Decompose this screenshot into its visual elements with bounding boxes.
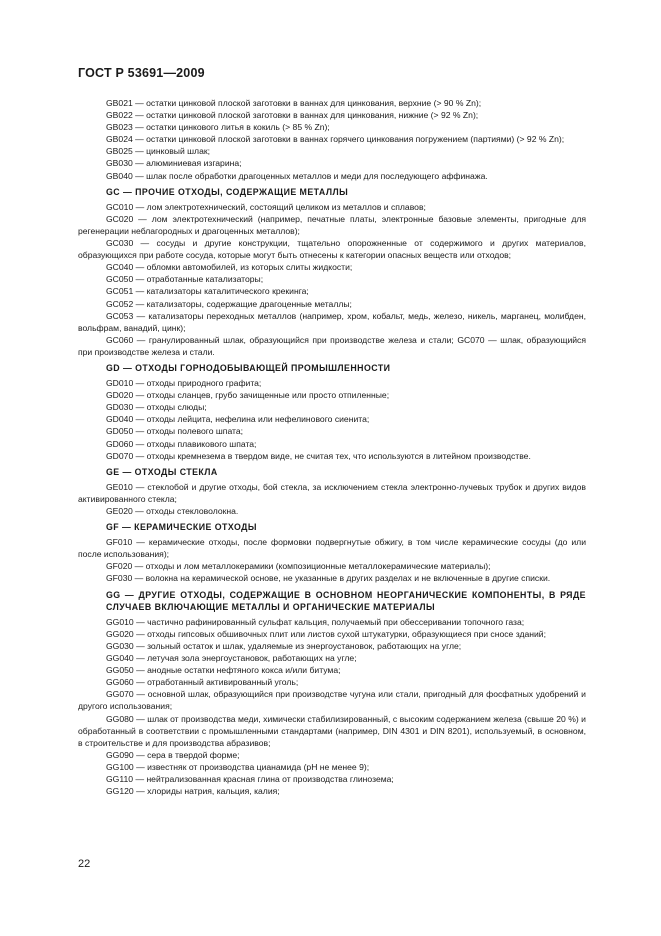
list-item: GC060 — гранулированный шлак, образующийся при производстве железа и стали; GC070 — шлак, образующийся при производстве железа и стали. bbox=[78, 334, 586, 357]
page-number: 22 bbox=[78, 858, 91, 870]
list-item: GB030 — алюминиевая изгарина; bbox=[106, 158, 242, 169]
list-item: GB022 — остатки цинковой плоской заготовки в ваннах для цинкования, нижние (> 92 % Zn); bbox=[106, 110, 479, 121]
list-item: GG030 — зольный остаток и шлак, удаляемые из энергоустановок, работающих на угле; bbox=[106, 640, 462, 651]
list-item: GG070 — основной шлак, образующийся при производстве чугуна или стали, пригодный для фосфатных удобрений и другого использования; bbox=[78, 689, 586, 712]
list-item: GG010 — частично рафинированный сульфат кальция, получаемый при обессеривании топочного газа; bbox=[106, 616, 525, 627]
list-item: GC052 — катализаторы, содержащие драгоценные металлы; bbox=[106, 298, 352, 309]
page-header: ГОСТ Р 53691—2009 bbox=[78, 66, 205, 80]
list-item: GF010 — керамические отходы, после формовки подвергнутые обжигу, в том числе керамические сосуды (до или после использования); bbox=[78, 537, 586, 560]
list-item: GF020 — отходы и лом металлокерамики (композиционные металлокерамические материалы); bbox=[106, 561, 491, 572]
list-item: GG080 — шлак от производства меди, химически стабилизированный, с высоким содержанием железа (свыше 20 %) и обработанный в соответствии с промышленными стандартами (например, DIN 4301 и DIN 8201), используемый, в основном, в строительстве и для производства абразивов; bbox=[78, 713, 586, 748]
list-item: GG060 — отработанный активированный уголь; bbox=[106, 677, 299, 688]
list-item: GG120 — хлориды натрия, кальция, калия; bbox=[106, 786, 280, 797]
list-item: GE020 — отходы стекловолокна. bbox=[106, 506, 239, 516]
list-item: GD070 — отходы кремнезема в твердом виде, не считая тех, что используются в литейном производстве. bbox=[106, 450, 531, 461]
list-item: GB024 — остатки цинковой плоской заготовки в ваннах горячего цинкования погружением (партиями) (> 92 % Zn); bbox=[106, 134, 565, 145]
list-item: GC030 — сосуды и другие конструкции, тщательно опорожненные от содержимого и других материалов, образующихся при работе сосуда, которые могут быть отнесены к категории опасных веществ или отходов; bbox=[78, 238, 586, 261]
list-item: GG100 — известняк от производства цианамида (pH не менее 9); bbox=[106, 761, 370, 772]
section-heading: GD — ОТХОДЫ ГОРНОДОБЫВАЮЩЕЙ ПРОМЫШЛЕННОСТИ bbox=[106, 362, 391, 373]
list-item: GG050 — анодные остатки нефтяного кокса и/или битума; bbox=[106, 665, 341, 676]
section-heading: GC — ПРОЧИЕ ОТХОДЫ, СОДЕРЖАЩИЕ МЕТАЛЛЫ bbox=[106, 186, 349, 197]
list-item: GD040 — отходы лейцита, нефелина или нефелинового сиенита; bbox=[106, 414, 370, 425]
list-item: GG020 — отходы гипсовых обшивочных плит или листов сухой штукатурки, образующиеся при сносе зданий; bbox=[106, 628, 546, 639]
list-item: GG110 — нейтрализованная красная глина от производства глинозема; bbox=[106, 773, 394, 784]
list-item: GF030 — волокна на керамической основе, не указанные в других разделах и не включенные в другие списки. bbox=[106, 573, 551, 584]
list-item: GG090 — сера в твердой форме; bbox=[106, 749, 240, 760]
list-item: GB023 — остатки цинкового литья в кокиль (> 85 % Zn); bbox=[106, 122, 330, 133]
list-item: GB025 — цинковый шлак; bbox=[106, 146, 210, 157]
section-heading: GF — КЕРАМИЧЕСКИЕ ОТХОДЫ bbox=[106, 522, 257, 533]
list-item: GC040 — обломки автомобилей, из которых слиты жидкости; bbox=[106, 262, 353, 273]
list-item: GB021 — остатки цинковой плоской заготовки в ваннах для цинкования, верхние (> 90 % Zn); bbox=[106, 98, 482, 108]
list-item: GC020 — лом электротехнический (например, печатные платы, электронные базовые элементы, пригодные для регенерации неблагородных и драгоценных металлов); bbox=[78, 213, 586, 236]
list-item: GD030 — отходы слюды; bbox=[106, 402, 207, 413]
section-heading: GE — ОТХОДЫ СТЕКЛА bbox=[106, 466, 218, 477]
list-item: GC010 — лом электротехнический, состоящий целиком из металлов и сплавов; bbox=[106, 201, 426, 212]
list-item: GD050 — отходы полевого шпата; bbox=[106, 426, 244, 437]
list-item: GC053 — катализаторы переходных металлов (например, хром, кобальт, медь, железо, никель, марганец, молибден, вольфрам, ванадий, цинк); bbox=[78, 310, 586, 333]
list-item: GG040 — летучая зола энергоустановок, работающих на угле; bbox=[106, 653, 357, 664]
list-item: GC051 — катализаторы каталитического крекинга; bbox=[106, 286, 309, 297]
document-body bbox=[78, 97, 586, 797]
list-item: GD020 — отходы сланцев, грубо зачищенные или просто отпиленные; bbox=[106, 390, 390, 401]
list-item: GD060 — отходы плавикового шпата; bbox=[106, 438, 257, 449]
list-item: GC050 — отработанные катализаторы; bbox=[106, 274, 264, 285]
list-item: GE010 — стеклобой и другие отходы, бой стекла, за исключением стекла электронно-лучевых трубок и других видов активированного стекла; bbox=[78, 481, 586, 504]
list-item: GD010 — отходы природного графита; bbox=[106, 378, 262, 389]
list-item: GB040 — шлак после обработки драгоценных металлов и меди для последующего аффинажа. bbox=[106, 170, 488, 181]
section-heading: GG — ДРУГИЕ ОТХОДЫ, СОДЕРЖАЩИЕ В ОСНОВНОМ НЕОРГАНИЧЕСКИЕ КОМПОНЕНТЫ, В РЯДЕ СЛУЧАЕВ ВКЛЮЧАЮЩИЕ МЕТАЛЛЫ И ОРГАНИЧЕСКИЕ МАТЕРИАЛЫ bbox=[106, 589, 586, 612]
